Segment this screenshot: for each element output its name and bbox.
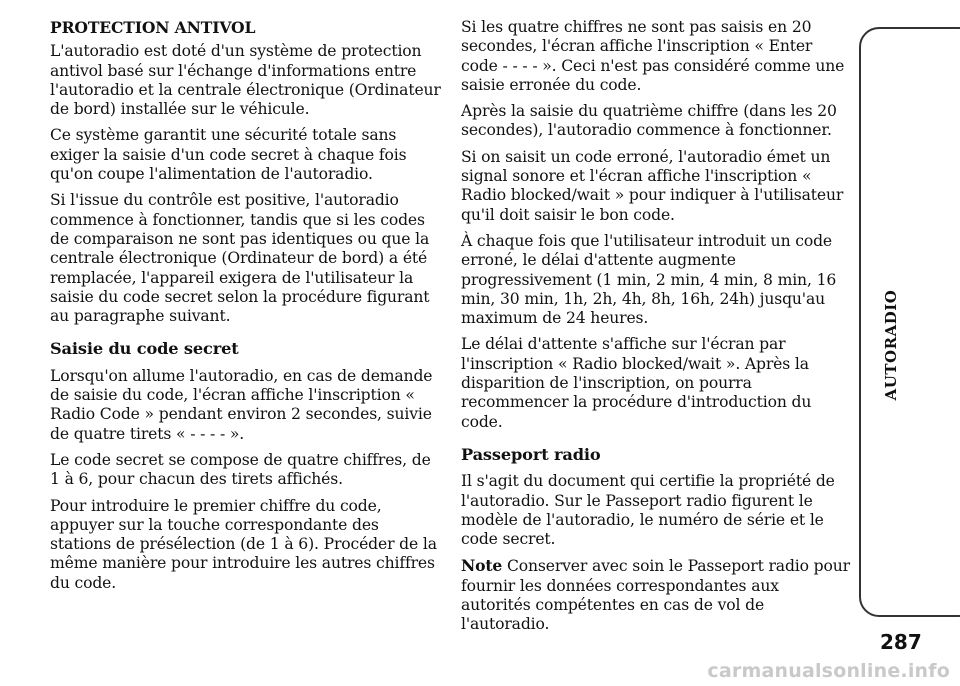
paragraph: Il s'agit du document qui certifie la propriété de l'autoradio. Sur le Passeport radio figurent le modèle de l'autoradio, le numéro de série et le code secret. [461,472,835,549]
paragraph: Ce système garantit une sécurité totale sans exiger la saisie d'un code secret à chaque fois qu'on coupe l'alimentation de l'autoradio. [50,126,407,184]
paragraph: L'autoradio est doté d'un système de protection antivol basé sur l'échange d'informations entre l'autoradio et la centrale électronique (Ordinateur de bord) installée sur le véhicule. [50,42,441,119]
section-heading: PROTECTION ANTIVOL [50,18,256,37]
note-label: Note [461,556,503,576]
paragraph: Si on saisit un code erroné, l'autoradio émet un signal sonore et l'écran affiche l'inscription « Radio blocked/wait » pour indiquer à l'utilisateur qu'il doit saisir le bon code. [461,147,844,224]
section-tab [859,27,960,617]
subsection-heading: Saisie du code secret [50,339,239,359]
paragraph: Le délai d'attente s'affiche sur l'écran par l'inscription « Radio blocked/wait ». Après la disparition de l'inscription, on pourra recommencer la procédure d'introduction du code. [461,335,812,431]
paragraph: Si les quatre chiffres ne sont pas saisis en 20 secondes, l'écran affiche l'inscription « Enter code - - - - ». Ceci n'est pas considéré comme une saisie erronée du code. [461,18,845,94]
subsection-heading: Passeport radio [461,444,601,464]
left-column [50,18,444,600]
note-paragraph [461,556,851,634]
right-column [461,18,851,642]
section-tab-label: AUTORADIO [882,289,900,401]
paragraph: À chaque fois que l'utilisateur introduit un code erroné, le délai d'attente augmente progressivement (1 min, 2 min, 4 min, 8 min, 16 min, 30 min, 1h, 2h, 4h, 8h, 16h, 24h) jusqu'au maximum de 24 heures. [461,231,837,328]
paragraph: Lorsqu'on allume l'autoradio, en cas de demande de saisie du code, l'écran affiche l'inscription « Radio Code » pendant environ 2 secondes, suivie de quatre tirets « - - - - ». [50,366,433,443]
page-number: 287 [880,630,922,654]
note-text: Conserver avec soin le Passeport radio pour fournir les données correspondantes aux autorités compétentes en cas de vol de l'autoradio. [461,557,850,634]
paragraph: Après la saisie du quatrième chiffre (dans les 20 secondes), l'autoradio commence à fonctionner. [461,102,837,140]
paragraph: Le code secret se compose de quatre chiffres, de 1 à 6, pour chacun des tirets affichés. [50,450,431,489]
paragraph: Pour introduire le premier chiffre du code, appuyer sur la touche correspondante des stations de présélection (de 1 à 6). Procéder de la même manière pour introduire les autres chiffres du code. [50,496,437,592]
watermark: carmanualsonline.info [707,660,950,682]
paragraph: Si l'issue du contrôle est positive, l'autoradio commence à fonctionner, tandis que si les codes de comparaison ne sont pas identiques ou que la centrale électronique (Ordinateur de bord) a été remplacée, l'appareil exigera de l'utilisateur la saisie du code secret selon la procédure figurant au paragraphe suivant. [50,191,430,326]
